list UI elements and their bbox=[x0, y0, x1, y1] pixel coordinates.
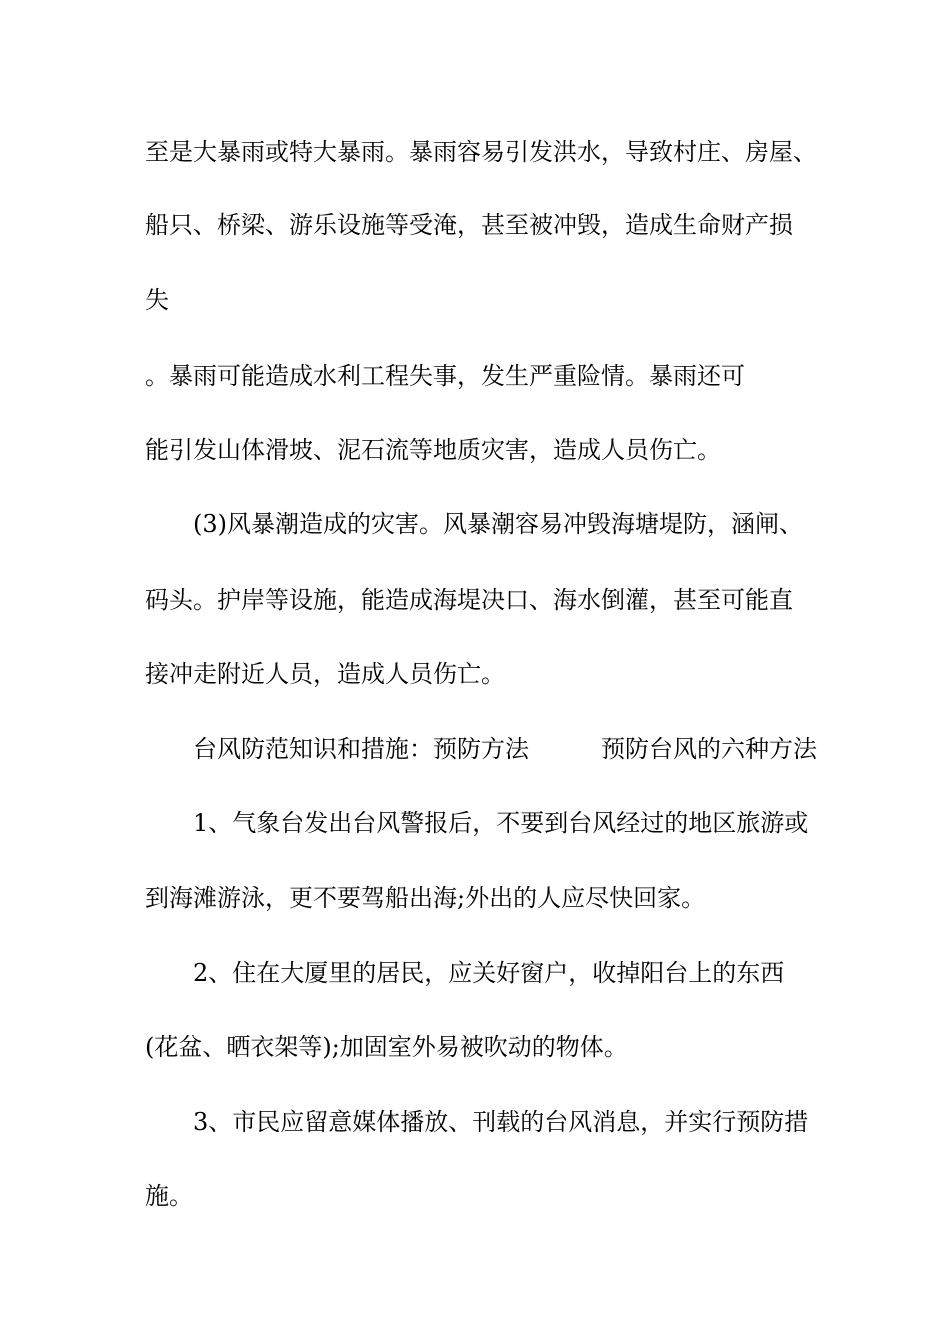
text-line-15: 施。 bbox=[145, 1182, 193, 1210]
text-line-10: 1、气象台发出台风警报后，不要到台风经过的地区旅游或 bbox=[193, 809, 809, 837]
text-line-2: 船只、桥梁、游乐设施等受淹，甚至被冲毁，造成生命财产损 bbox=[145, 211, 793, 239]
text-line-14: 3、市民应留意媒体播放、刊载的台风消息，并实行预防措 bbox=[193, 1108, 809, 1136]
text-line-8: 接冲走附近人员，造成人员伤亡。 bbox=[145, 660, 505, 688]
text-line-11: 到海滩游泳，更不要驾船出海;外出的人应尽快回家。 bbox=[145, 884, 706, 912]
text-line-13: (花盆、晒衣架等);加固室外易被吹动的物体。 bbox=[145, 1033, 628, 1061]
text-line-7: 码头。护岸等设施，能造成海堤决口、海水倒灌，甚至可能直 bbox=[145, 586, 793, 614]
text-line-6: (3)风暴潮造成的灾害。风暴潮容易冲毁海塘堤防，涵闸、 bbox=[193, 510, 803, 538]
text-line-5: 能引发山体滑坡、泥石流等地质灾害，造成人员伤亡。 bbox=[145, 436, 721, 464]
section-heading: 台风防范知识和措施：预防方法 预防台风的六种方法 bbox=[193, 735, 817, 763]
text-line-1: 至是大暴雨或特大暴雨。暴雨容易引发洪水，导致村庄、房屋、 bbox=[145, 138, 817, 166]
text-line-12: 2、住在大厦里的居民，应关好窗户，收掉阳台上的东西 bbox=[193, 959, 785, 987]
text-line-3: 失 bbox=[145, 286, 169, 314]
text-line-4: 。暴雨可能造成水利工程失事，发生严重险情。暴雨还可 bbox=[145, 362, 745, 390]
